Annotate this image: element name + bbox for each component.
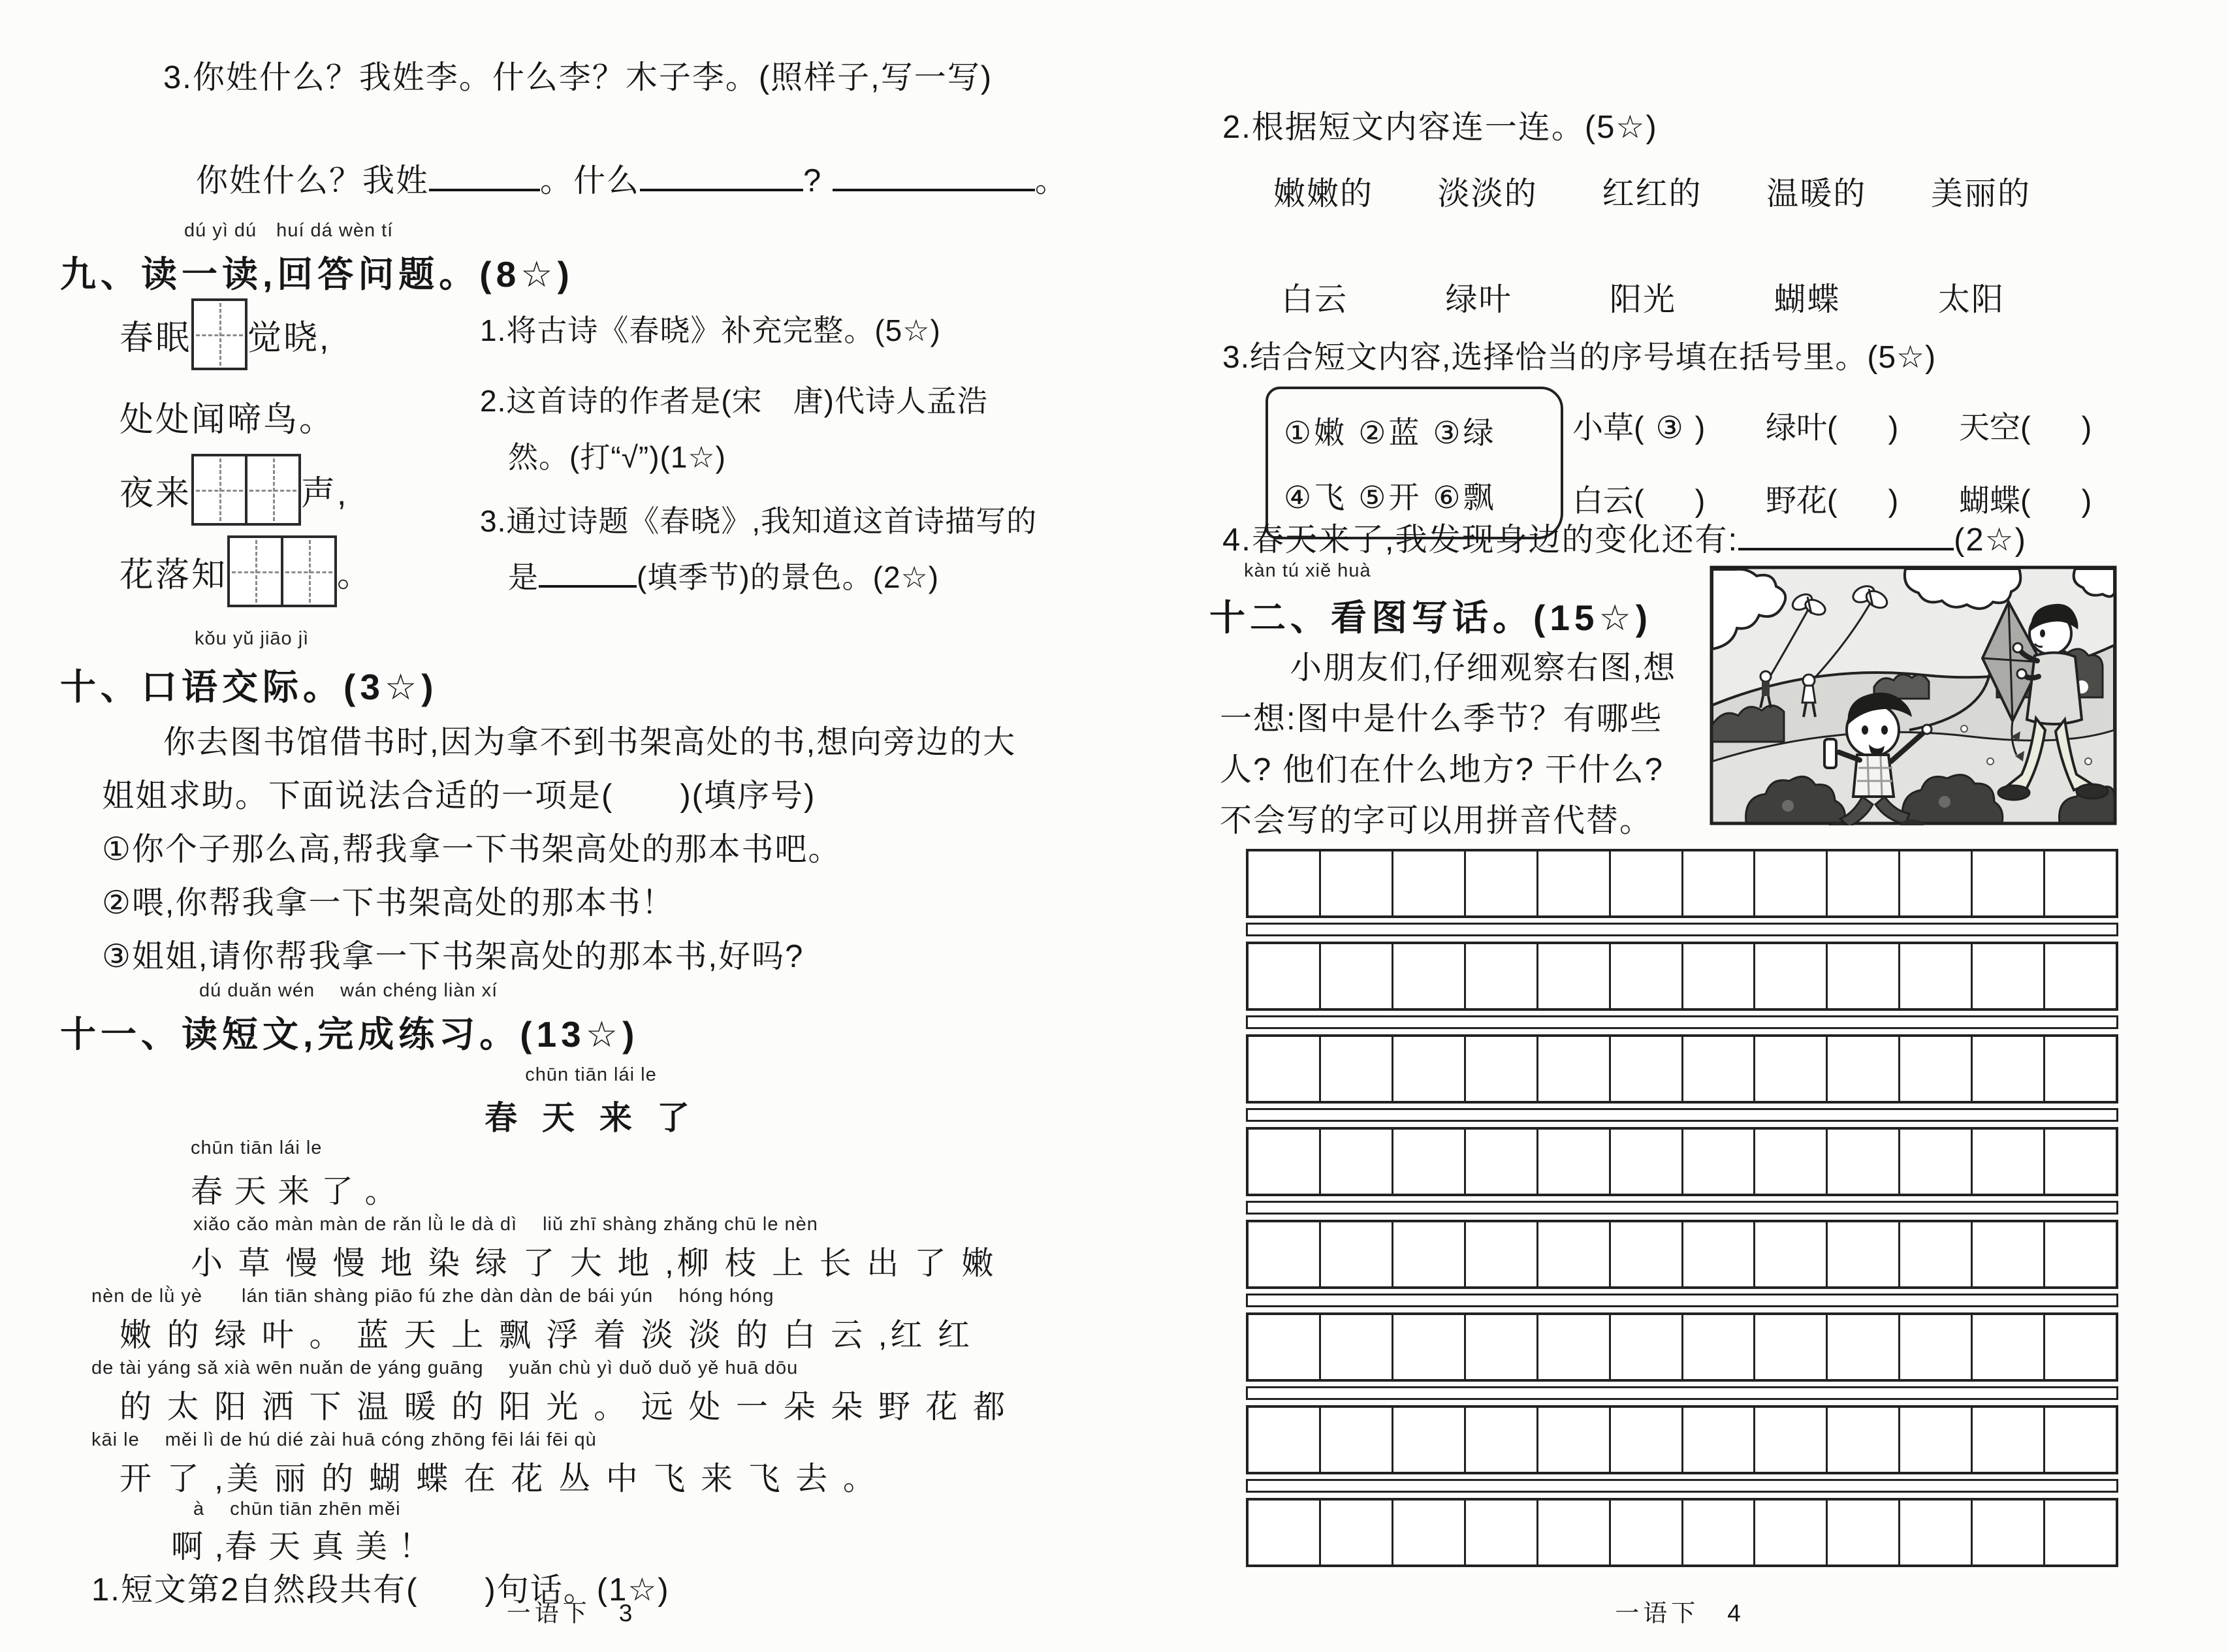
writing-cell[interactable] [1321, 1222, 1393, 1286]
writing-cell[interactable] [1466, 1408, 1538, 1472]
bush-flower [1782, 800, 1794, 812]
match-adjective[interactable]: 温暖的 [1766, 176, 1867, 212]
rq3-item[interactable]: 蝴蝶( ) [1959, 483, 2092, 518]
writing-cell[interactable] [1683, 1408, 1756, 1472]
shoe [2077, 784, 2108, 799]
section-10-title: 十、口语交际。(3☆) [60, 667, 438, 707]
poem-q2-line1: 2.这首诗的作者是(宋 唐)代诗人孟浩 [480, 384, 988, 418]
writing-grid-row [1246, 1127, 2118, 1196]
writing-grid-gap [1246, 1294, 2118, 1307]
page-left-footer: 一语下 3 [506, 1600, 637, 1627]
poem-text: 处处闻啼鸟。 [119, 401, 336, 439]
fill-text-3: ? [803, 163, 823, 199]
writing-grid-gap [1246, 1108, 2118, 1122]
rq4-text: 4.春天来了,我发现身边的变化还有: [1222, 522, 1739, 558]
writing-cell[interactable] [1249, 1315, 1321, 1379]
write-box[interactable] [191, 454, 247, 526]
petal [2085, 758, 2092, 765]
writing-cell[interactable] [1393, 944, 1466, 1008]
writing-cell[interactable] [1973, 1408, 2045, 1472]
writing-cell[interactable] [1755, 1037, 1828, 1101]
writing-cell[interactable] [1466, 1315, 1538, 1379]
writing-cell[interactable] [1611, 1315, 1683, 1379]
section-11-pinyin: dú duǎn wén wán chéng liàn xí [199, 980, 498, 1001]
s10-paragraph-line1: 你去图书馆借书时,因为拿不到书架高处的书,想向旁边的大 [163, 725, 1017, 760]
kite-picture-svg [1710, 565, 2117, 825]
write-box[interactable] [281, 535, 337, 607]
passage-text-3: 嫩 的 绿 叶 。 蓝 天 上 飘 浮 着 淡 淡 的 白 云 ,红 红 [119, 1318, 974, 1353]
poem-line-3 [119, 451, 348, 529]
write-box[interactable] [245, 454, 301, 526]
writing-cell[interactable] [1755, 1315, 1828, 1379]
rq3-item-row-2 [1572, 477, 2152, 520]
writing-cell[interactable] [1973, 1315, 2045, 1379]
writing-grid-row [1246, 942, 2118, 1011]
rq3-item[interactable]: 野花( ) [1766, 483, 1899, 518]
writing-cell[interactable] [1828, 1222, 1900, 1286]
item-answer[interactable]: ③ [1655, 410, 1683, 445]
writing-grid-gap [1246, 1015, 2118, 1029]
writing-grid-row [1246, 1220, 2118, 1289]
s10-option-2[interactable]: ②喂,你帮我拿一下书架高处的那本书！ [102, 885, 675, 921]
match-adjective[interactable]: 美丽的 [1930, 176, 2031, 212]
match-noun[interactable]: 白云 [1281, 282, 1348, 317]
s12-para-line4: 不会写的字可以用拼音代替。 [1220, 803, 1653, 838]
s10-option-3[interactable]: ③姐姐,请你帮我拿一下书架高处的那本书,好吗? [102, 939, 804, 974]
writing-cell[interactable] [1973, 944, 2045, 1008]
writing-cell[interactable] [1611, 1130, 1683, 1194]
writing-cell[interactable] [1900, 1222, 1973, 1286]
writing-cell[interactable] [1611, 851, 1683, 915]
writing-cell[interactable] [1973, 851, 2045, 915]
writing-cell[interactable] [1249, 1222, 1321, 1286]
writing-cell[interactable] [1611, 944, 1683, 1008]
writing-grid-row [1246, 1312, 2118, 1382]
word-bank-row-1: ①嫩 ②蓝 ③绿 [1284, 415, 1497, 450]
writing-cell[interactable] [1828, 851, 1900, 915]
match-adjective[interactable]: 嫩嫩的 [1273, 176, 1374, 212]
writing-cell[interactable] [1683, 1037, 1756, 1101]
writing-cell[interactable] [1683, 1222, 1756, 1286]
writing-cell[interactable] [2045, 944, 2116, 1008]
passage-pinyin-3: nèn de lǜ yè lán tiān shàng piāo fú zhe dàn dàn de bái yún hóng hóng [91, 1286, 774, 1307]
writing-cell[interactable] [1755, 1501, 1828, 1565]
writing-cell[interactable] [1249, 1408, 1321, 1472]
poem-q3-line1: 3.通过诗题《春晓》,我知道这首诗描写的 [480, 504, 1038, 538]
write-box[interactable] [227, 535, 283, 607]
writing-cell[interactable] [1321, 944, 1393, 1008]
poem-text: 夜来 [119, 474, 192, 513]
passage-text-1: 春 天 来 了 。 [191, 1174, 398, 1209]
writing-cell[interactable] [1249, 1130, 1321, 1194]
bush-flower [1939, 796, 1950, 808]
writing-cell[interactable] [1321, 1037, 1393, 1101]
rq4-line [1222, 515, 2027, 560]
passage-text-4: 的 太 阳 洒 下 温 暖 的 阳 光 。 远 处 一 朵 朵 野 花 都 [119, 1390, 1009, 1425]
rq3-item[interactable]: 天空( ) [1959, 410, 2092, 445]
passage-text-5: 开 了 ,美 丽 的 蝴 蝶 在 花 丛 中 飞 来 飞 去 。 [119, 1461, 878, 1497]
writing-cell[interactable] [1538, 1222, 1611, 1286]
fill-blank-2[interactable] [640, 182, 803, 191]
match-noun-row [1281, 274, 2005, 320]
passage-text-2: 小 草 慢 慢 地 染 绿 了 大 地 ,柳 枝 上 长 出 了 嫩 [191, 1246, 997, 1281]
s12-para-line3: 人? 他们在什么地方? 干什么? [1220, 752, 1664, 787]
petal [1987, 758, 1994, 765]
writing-cell[interactable] [1683, 851, 1756, 915]
match-adjective[interactable]: 淡淡的 [1437, 176, 1538, 212]
writing-cell[interactable] [1321, 851, 1393, 915]
writing-cell[interactable] [1321, 1501, 1393, 1565]
writing-cell[interactable] [1393, 1408, 1466, 1472]
writing-cell[interactable] [1755, 1130, 1828, 1194]
poem-text: 花落知 [119, 556, 228, 594]
section-9-title: 九、读一读,回答问题。(8☆) [60, 254, 574, 294]
item-label: 天空 [1959, 410, 2020, 445]
poem-text: 觉晓, [247, 319, 331, 357]
match-noun[interactable]: 蝴蝶 [1774, 282, 1841, 317]
passage-title-pinyin: chūn tiān lái le [525, 1064, 657, 1085]
section-11-title: 十一、读短文,完成练习。(13☆) [60, 1014, 639, 1055]
poem-q1: 1.将古诗《春晓》补充完整。(5☆) [480, 313, 941, 347]
fill-text-4: 。 [1034, 163, 1068, 199]
fill-blank-1[interactable] [429, 182, 540, 191]
writing-cell[interactable] [1393, 851, 1466, 915]
poem-line-1 [119, 295, 330, 373]
writing-cell[interactable] [1249, 944, 1321, 1008]
passage-pinyin-2: xiǎo cǎo màn màn de rǎn lǜ le dà dì liǔ zhī shàng zhǎng chū le nèn [193, 1214, 818, 1235]
writing-cell[interactable] [1393, 1315, 1466, 1379]
writing-cell[interactable] [1466, 1501, 1538, 1565]
poem-text: 。 [337, 556, 374, 594]
writing-cell[interactable] [1900, 1315, 1973, 1379]
string-spool [1824, 739, 1836, 768]
poem-q3-text: 是 [508, 560, 539, 594]
poem-text: 声, [301, 474, 349, 513]
writing-cell[interactable] [1393, 1037, 1466, 1101]
writing-cell[interactable] [1249, 1501, 1321, 1565]
writing-grid-gap [1246, 1479, 2118, 1493]
rq3-item[interactable]: 小草( ③ ) [1572, 410, 1706, 445]
rq4-score: (2☆) [1954, 522, 2027, 558]
rq3-title: 3.结合短文内容,选择恰当的序号填在括号里。(5☆) [1222, 340, 1937, 375]
writing-grid [1246, 849, 2118, 1567]
writing-cell[interactable] [1973, 1222, 2045, 1286]
rq4-blank[interactable] [1738, 541, 1954, 550]
writing-cell[interactable] [1321, 1130, 1393, 1194]
writing-grid-gap [1246, 923, 2118, 936]
poem-line-2 [119, 392, 335, 441]
writing-grid-gap [1246, 1386, 2118, 1400]
passage-pinyin-5: kāi le měi lì de hú dié zài huā cóng zhōng fēi lái fēi qù [91, 1429, 597, 1450]
rq3-item-row-1 [1572, 404, 2152, 447]
match-adjective-row [1273, 168, 2031, 214]
writing-cell[interactable] [1321, 1408, 1393, 1472]
writing-cell[interactable] [2045, 1130, 2116, 1194]
writing-cell[interactable] [1538, 1501, 1611, 1565]
item-label: 野花 [1766, 483, 1827, 518]
writing-cell[interactable] [1828, 1037, 1900, 1101]
writing-cell[interactable] [1393, 1222, 1466, 1286]
fill-text-1: 你姓什么？我姓 [196, 163, 430, 199]
writing-cell[interactable] [2045, 1222, 2116, 1286]
kite-picture [1710, 565, 2117, 829]
writing-cell[interactable] [1393, 1130, 1466, 1194]
writing-cell[interactable] [1828, 944, 1900, 1008]
passage-text-6: 啊 ,春 天 真 美 ！ [171, 1529, 432, 1565]
item-label: 白云 [1572, 483, 1634, 518]
writing-cell[interactable] [1900, 1408, 1973, 1472]
writing-cell[interactable] [1538, 944, 1611, 1008]
writing-cell[interactable] [1611, 1037, 1683, 1101]
poem-q2-line2: 然。(打“√”)(1☆) [508, 440, 726, 474]
writing-cell[interactable] [1321, 1315, 1393, 1379]
match-adjective[interactable]: 红红的 [1602, 176, 1702, 212]
word-bank-row-2: ④飞 ⑤开 ⑥飘 [1284, 480, 1497, 515]
writing-cell[interactable] [1900, 1501, 1973, 1565]
poem-q3-text: (填季节)的景色。(2☆) [637, 560, 940, 594]
writing-grid-row [1246, 849, 2118, 918]
passage-title: 春 天 来 了 [485, 1100, 697, 1136]
shoe [1998, 786, 2029, 800]
section-9-pinyin: dú yì dú huí dá wèn tí [184, 220, 394, 241]
writing-cell[interactable] [1755, 1408, 1828, 1472]
writing-grid-gap [1246, 1201, 2118, 1215]
s11-q1: 1.短文第2自然段共有( )句话。(1☆) [91, 1572, 670, 1608]
writing-cell[interactable] [2045, 1315, 2116, 1379]
writing-cell[interactable] [1538, 851, 1611, 915]
s12-para-line1: 小朋友们,仔细观察右图,想 [1290, 650, 1677, 686]
s12-para-line2: 一想:图中是什么季节？有哪些 [1220, 701, 1663, 737]
writing-cell[interactable] [1683, 1501, 1756, 1565]
writing-cell[interactable] [1538, 1130, 1611, 1194]
question-3-fill-line [196, 155, 1068, 201]
vest [2027, 652, 2082, 724]
match-noun[interactable]: 太阳 [1937, 282, 2005, 317]
writing-cell[interactable] [1755, 851, 1828, 915]
section-10-pinyin: kǒu yǔ jiāo jì [195, 628, 310, 649]
writing-cell[interactable] [1538, 1315, 1611, 1379]
rq3-item[interactable]: 绿叶( ) [1766, 410, 1899, 445]
writing-cell[interactable] [2045, 1408, 2116, 1472]
writing-cell[interactable] [1973, 1037, 2045, 1101]
fill-text-2: 。什么 [540, 163, 641, 199]
item-label: 绿叶 [1766, 410, 1827, 445]
writing-cell[interactable] [1466, 1222, 1538, 1286]
writing-grid-row [1246, 1034, 2118, 1104]
item-label: 蝴蝶 [1959, 483, 2020, 518]
section-12-pinyin: kàn tú xiě huà [1244, 560, 1371, 581]
writing-grid-row [1246, 1498, 2118, 1567]
writing-cell[interactable] [1466, 1037, 1538, 1101]
poem-q3-line2 [508, 554, 939, 597]
writing-cell[interactable] [1466, 1130, 1538, 1194]
passage-pinyin-4: de tài yáng sǎ xià wēn nuǎn de yáng guāng yuǎn chù yì duǒ duǒ yě huā dōu [91, 1358, 799, 1378]
rq2-title: 2.根据短文内容连一连。(5☆) [1222, 110, 1658, 145]
write-box[interactable] [191, 298, 247, 370]
writing-cell[interactable] [1828, 1130, 1900, 1194]
match-noun[interactable]: 阳光 [1609, 282, 1676, 317]
s10-paragraph-line2: 姐姐求助。下面说法合适的一项是( )(填序号) [102, 778, 816, 814]
writing-cell[interactable] [1828, 1408, 1900, 1472]
writing-cell[interactable] [1900, 1130, 1973, 1194]
writing-grid-row [1246, 1405, 2118, 1474]
writing-cell[interactable] [1755, 1222, 1828, 1286]
s10-option-1[interactable]: ①你个子那么高,帮我拿一下书架高处的那本书吧。 [102, 832, 842, 867]
writing-cell[interactable] [1900, 1037, 1973, 1101]
question-3-prompt: 3.你姓什么？我姓李。什么李？木子李。(照样子,写一写) [163, 60, 993, 95]
writing-cell[interactable] [1683, 1315, 1756, 1379]
writing-cell[interactable] [1538, 1408, 1611, 1472]
writing-cell[interactable] [2045, 1501, 2116, 1565]
writing-cell[interactable] [1683, 944, 1756, 1008]
writing-cell[interactable] [1611, 1408, 1683, 1472]
poem-text: 春眠 [119, 319, 192, 357]
writing-cell[interactable] [1900, 851, 1973, 915]
rq3-item[interactable]: 白云( ) [1572, 483, 1706, 518]
writing-cell[interactable] [2045, 1037, 2116, 1101]
writing-cell[interactable] [1973, 1501, 2045, 1565]
passage-pinyin-6: à chūn tiān zhēn měi [193, 1499, 401, 1519]
writing-cell[interactable] [1973, 1130, 2045, 1194]
writing-cell[interactable] [1249, 851, 1321, 915]
page-right-footer: 一语下 4 [1615, 1600, 1745, 1627]
section-12-title: 十二、看图写话。(15☆) [1209, 597, 1653, 638]
writing-cell[interactable] [1828, 1501, 1900, 1565]
writing-cell[interactable] [1611, 1222, 1683, 1286]
season-blank[interactable] [539, 579, 637, 588]
match-noun[interactable]: 绿叶 [1445, 282, 1512, 317]
writing-cell[interactable] [1466, 851, 1538, 915]
writing-cell[interactable] [1828, 1315, 1900, 1379]
writing-cell[interactable] [1466, 944, 1538, 1008]
passage-pinyin-1: chūn tiān lái le [191, 1137, 323, 1158]
writing-cell[interactable] [2045, 851, 2116, 915]
item-label: 小草 [1572, 410, 1634, 445]
writing-cell[interactable] [1249, 1037, 1321, 1101]
writing-cell[interactable] [1755, 944, 1828, 1008]
poem-line-4 [119, 532, 373, 611]
writing-cell[interactable] [1900, 944, 1973, 1008]
writing-cell[interactable] [1538, 1037, 1611, 1101]
writing-cell[interactable] [1393, 1501, 1466, 1565]
fill-blank-3[interactable] [833, 182, 1035, 191]
writing-cell[interactable] [1611, 1501, 1683, 1565]
petal [1961, 725, 1967, 732]
writing-cell[interactable] [1683, 1130, 1756, 1194]
